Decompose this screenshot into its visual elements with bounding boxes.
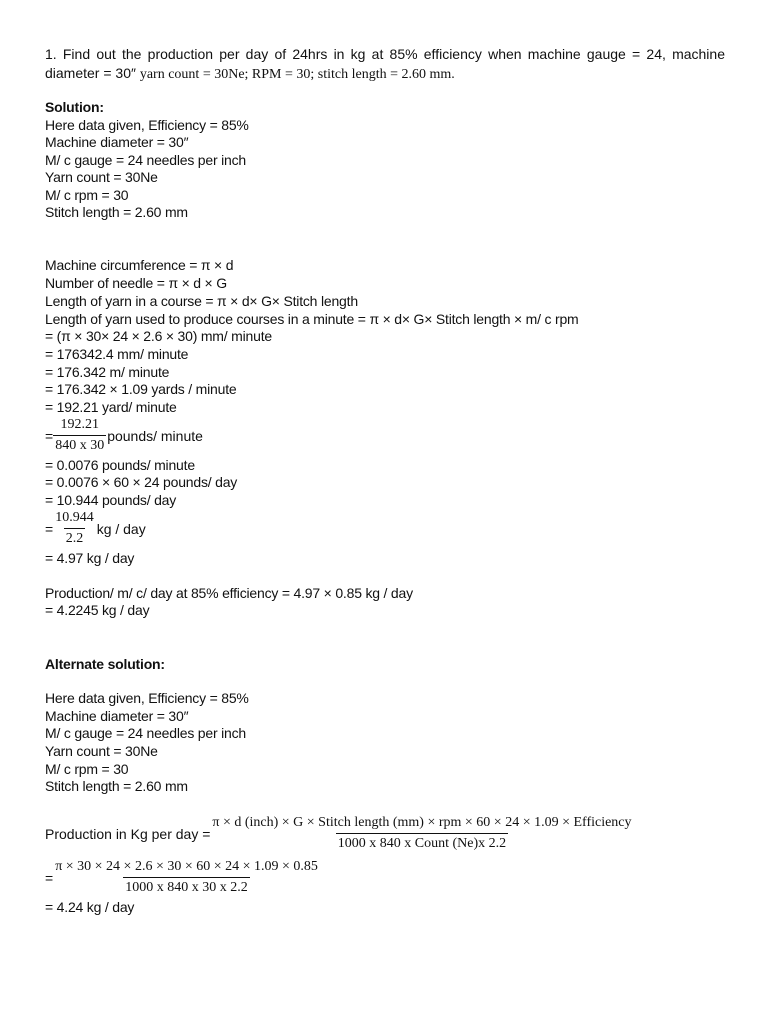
equals-sign: = [45, 520, 54, 537]
result-line: = 4.97 kg / day [45, 550, 135, 566]
fraction-numerator: 10.944 [55, 510, 94, 525]
fraction-denominator: 1000 x 840 x 30 x 2.2 [123, 877, 250, 896]
final-result: = 4.24 kg / day [45, 899, 135, 915]
given-line: Stitch length = 2.60 mm [45, 204, 188, 220]
given-line: Here data given, Efficiency = 85% [45, 690, 249, 706]
fraction-denominator: 840 x 30 [53, 435, 106, 454]
fraction-unit: kg / day [96, 520, 146, 537]
step-line: = 176342.4 mm/ minute [45, 346, 189, 362]
step-line: = 0.0076 pounds/ minute [45, 457, 195, 473]
step-line: Number of needle = π × d × G [45, 275, 227, 291]
step-line: = 10.944 pounds/ day [45, 492, 177, 508]
fraction-denominator: 1000 x 840 x Count (Ne)x 2.2 [336, 833, 508, 852]
fraction-line-pounds [45, 417, 203, 454]
question-line-1: 1. Find out the production per day of 24hrs in kg at 85% efficiency when machine gauge = 24, machine [45, 46, 725, 62]
fraction-unit: pounds/ minute [107, 427, 203, 444]
fraction-denominator: 2.2 [64, 528, 86, 547]
step-line: = 0.0076 × 60 × 24 pounds/ day [45, 474, 238, 490]
substitution-line [45, 859, 320, 896]
given-line: Machine diameter = 30″ [45, 134, 189, 150]
given-line: Stitch length = 2.60 mm [45, 778, 188, 794]
given-line: Yarn count = 30Ne [45, 743, 158, 759]
question-line-2b: yarn count = 30Ne; RPM = 30; stitch length = 2.60 mm. [139, 67, 455, 82]
step-line: Length of yarn in a course = π × d× G× Stitch length [45, 293, 358, 309]
formula-line [45, 815, 634, 852]
step-line: Length of yarn used to produce courses in a minute = π × d× G× Stitch length × m/ c rpm [45, 311, 579, 327]
fraction [53, 417, 106, 454]
given-line: M/ c gauge = 24 needles per inch [45, 725, 247, 741]
question-line-2a: diameter = 30″ [45, 65, 140, 81]
alternate-heading: Alternate solution: [45, 656, 165, 672]
given-line: Machine diameter = 30″ [45, 708, 189, 724]
step-line: = 176.342 × 1.09 yards / minute [45, 381, 237, 397]
step-line: = 192.21 yard/ minute [45, 399, 177, 415]
fraction-numerator: π × d (inch) × G × Stitch length (mm) × rpm × 60 × 24 × 1.09 × Efficiency [212, 815, 632, 830]
equals-sign: = [45, 427, 54, 444]
given-line: Yarn count = 30Ne [45, 169, 158, 185]
production-result: = 4.2245 kg / day [45, 602, 150, 618]
fraction-numerator: 192.21 [60, 417, 99, 432]
fraction-numerator: π × 30 × 24 × 2.6 × 30 × 60 × 24 × 1.09 × 0.85 [55, 859, 318, 874]
given-line: Here data given, Efficiency = 85% [45, 117, 249, 133]
production-line: Production/ m/ c/ day at 85% efficiency = 4.97 × 0.85 kg / day [45, 585, 413, 601]
substitution-fraction [53, 859, 320, 896]
step-line: = (π × 30× 24 × 2.6 × 30) mm/ minute [45, 328, 272, 344]
fraction [53, 510, 96, 547]
equals-sign: = [45, 869, 54, 886]
solution-heading: Solution: [45, 99, 104, 115]
formula-label: Production in Kg per day = [45, 825, 211, 842]
step-line: Machine circumference = π × d [45, 257, 234, 273]
given-line: M/ c gauge = 24 needles per inch [45, 152, 247, 168]
step-line: = 176.342 m/ minute [45, 364, 170, 380]
given-line: M/ c rpm = 30 [45, 187, 129, 203]
fraction-line-kg [45, 510, 146, 547]
given-line: M/ c rpm = 30 [45, 761, 129, 777]
formula-fraction [210, 815, 633, 852]
question-text [45, 45, 725, 84]
